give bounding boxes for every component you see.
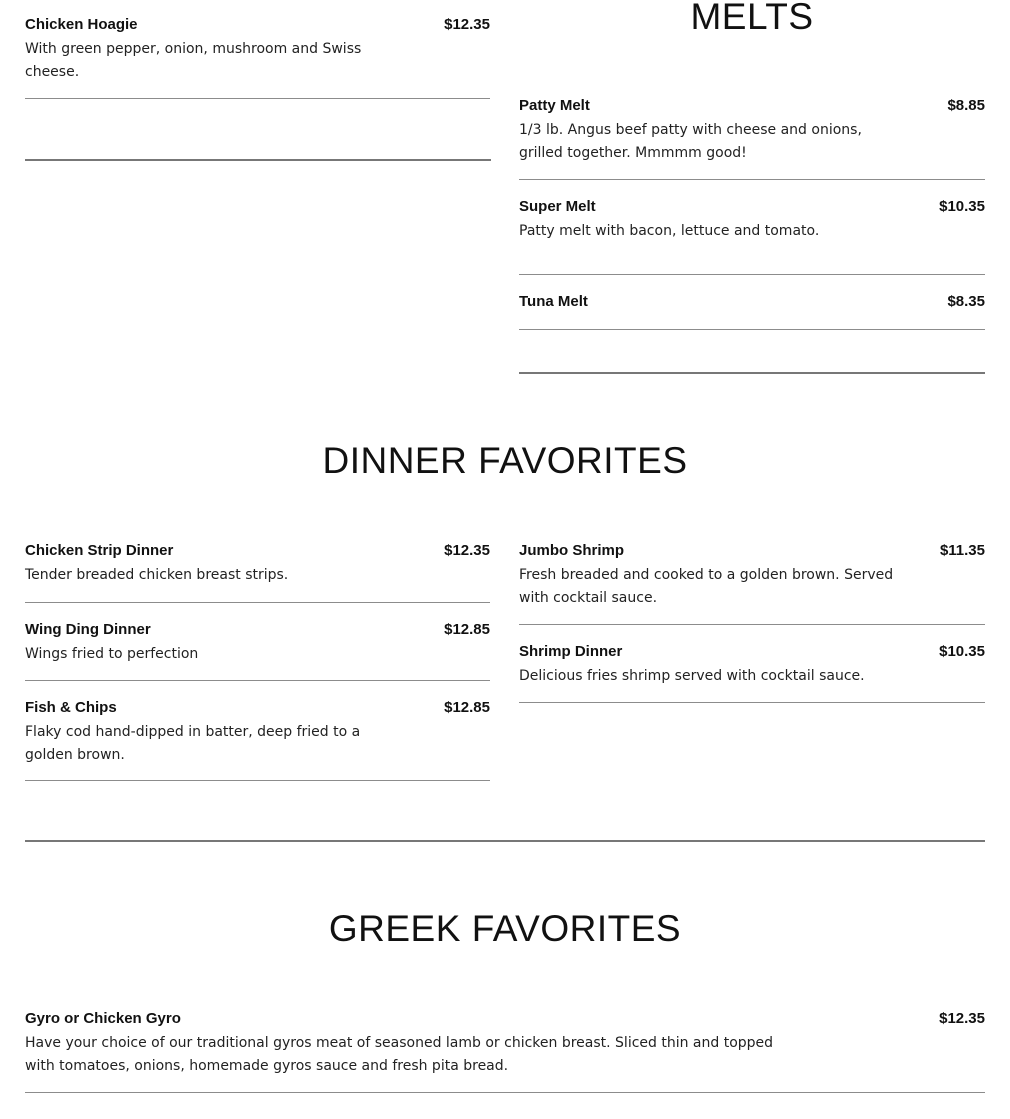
- menu-item-jumbo-shrimp[interactable]: [519, 542, 985, 625]
- menu-item-description: Delicious fries shrimp served with cocktail sauce.: [519, 668, 865, 684]
- menu-item-description: Patty melt with bacon, lettuce and tomato.: [519, 223, 820, 239]
- menu-item-description: Tender breaded chicken breast strips.: [25, 567, 289, 583]
- menu-item-description: With green pepper, onion, mushroom and Swiss cheese.: [25, 41, 362, 80]
- sandwich-list: [25, 16, 490, 99]
- menu-item-price: $12.85: [444, 699, 490, 716]
- section-title-greek-favorites: GREEK FAVORITES: [328, 908, 682, 949]
- menu-item-price: $12.35: [444, 16, 490, 33]
- menu-item-price: $12.85: [444, 621, 490, 638]
- menu-item-tuna-melt[interactable]: [519, 293, 985, 330]
- greek-list: [25, 1010, 985, 1093]
- menu-item-wing-ding-dinner[interactable]: [25, 621, 490, 681]
- menu-item-name: Wing Ding Dinner: [25, 621, 151, 638]
- menu-item-description: Flaky cod hand-dipped in batter, deep fried to a golden brown.: [25, 724, 361, 763]
- section-title-melts: MELTS: [690, 0, 814, 37]
- menu-item-description: Fresh breaded and cooked to a golden brown. Served with cocktail sauce.: [519, 567, 894, 606]
- menu-item-chicken-strip-dinner[interactable]: [25, 542, 490, 603]
- menu-item-patty-melt[interactable]: [519, 97, 985, 180]
- dinner-list-left: [25, 542, 490, 781]
- menu-item-name: Patty Melt: [519, 97, 590, 114]
- menu-item-price: $8.35: [947, 293, 985, 310]
- menu-item-name: Shrimp Dinner: [519, 643, 623, 660]
- menu-item-description: Wings fried to perfection: [25, 646, 199, 662]
- menu-item-name: Jumbo Shrimp: [519, 542, 625, 559]
- menu-item-name: Chicken Hoagie: [25, 16, 138, 33]
- menu-item-description: 1/3 lb. Angus beef patty with cheese and onions, grilled together. Mmmmm good!: [519, 122, 862, 161]
- menu-item-shrimp-dinner[interactable]: [519, 643, 985, 703]
- menu-item-price: $8.85: [947, 97, 985, 114]
- menu-item-description: Have your choice of our traditional gyros meat of seasoned lamb or chicken breast. Sliced thin and topped with tomatoes, onions, homemade gyros sauce and fresh pita bread.: [25, 1035, 774, 1074]
- melts-list: [519, 97, 985, 330]
- menu-item-price: $11.35: [939, 542, 985, 559]
- menu-item-super-melt[interactable]: [519, 198, 985, 275]
- menu-item-price: $10.35: [939, 198, 985, 215]
- section-divider: [519, 372, 985, 374]
- menu-item-price: $12.35: [444, 542, 490, 559]
- menu-item-name: Tuna Melt: [519, 293, 588, 310]
- section-divider: [25, 159, 491, 161]
- menu-item-gyro[interactable]: [25, 1010, 985, 1093]
- menu-item-name: Chicken Strip Dinner: [25, 542, 174, 559]
- menu-item-chicken-hoagie[interactable]: [25, 16, 490, 99]
- dinner-list-right: [519, 542, 985, 703]
- menu-item-price: $10.35: [939, 643, 985, 660]
- menu-item-name: Fish & Chips: [25, 699, 117, 716]
- section-divider: [25, 840, 985, 842]
- menu-item-fish-and-chips[interactable]: [25, 699, 490, 781]
- menu-item-name: Gyro or Chicken Gyro: [25, 1010, 181, 1027]
- menu-item-name: Super Melt: [519, 198, 596, 215]
- menu-item-price: $12.35: [939, 1010, 985, 1027]
- section-title-dinner-favorites: DINNER FAVORITES: [322, 440, 688, 481]
